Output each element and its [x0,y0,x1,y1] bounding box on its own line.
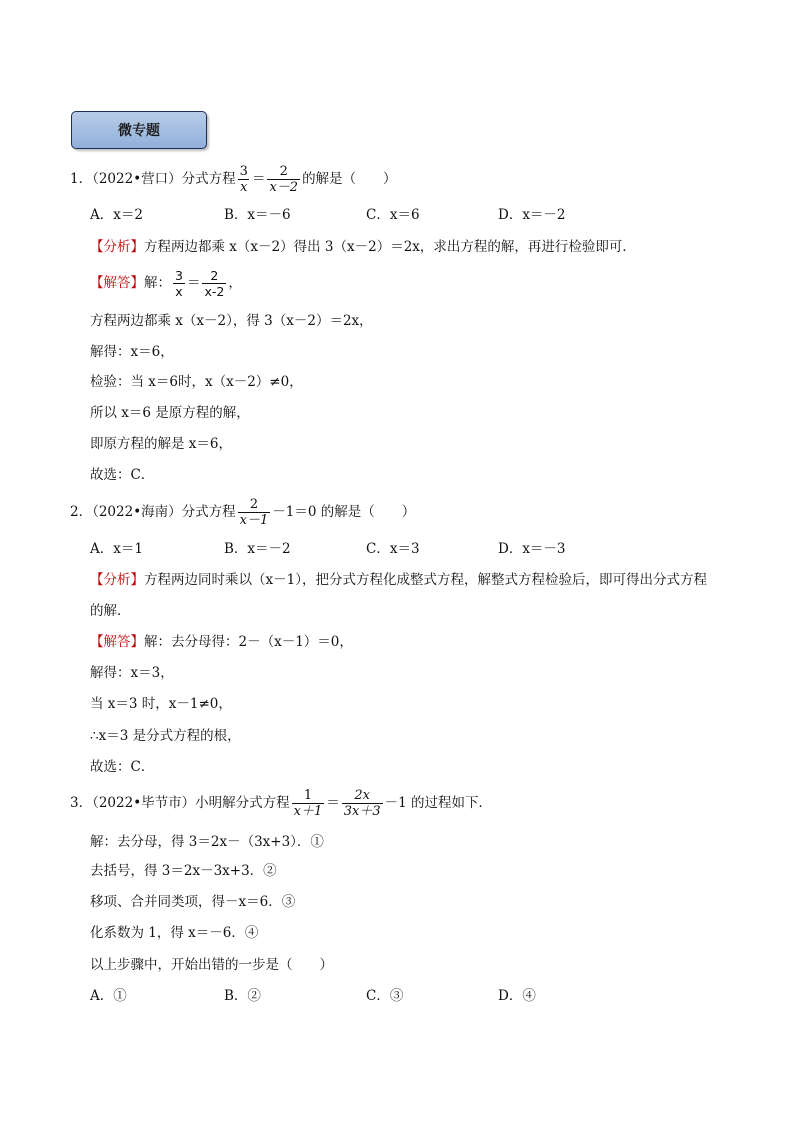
q1-suffix: 的解是（ ） [302,171,397,187]
q2-fraction: $\frac{2}{x-1}$ [239,496,269,528]
q2-answer-tag: 【解答】 [90,634,144,650]
q1-analysis [90,238,636,256]
q1-step-1: 方程两边都乘 x（x－2），得 3（x－2）＝2x， [90,313,373,329]
q3-step-1: 解：去分母，得 3＝2x－（3x+3）．① [90,834,324,850]
q2-step-3: ∴x＝3 是分式方程的根， [90,728,241,744]
q3-step-3: 移项、合并同类项，得－x＝6．③ [90,894,296,910]
q1-option-c: C．x＝6 [366,207,420,223]
q2-answer-head [90,633,353,651]
q1-prefix: 1．（2022•营口）分式方程 [70,171,236,187]
q2-step-2: 当 x＝3 时，x－1≠0， [90,696,232,712]
q3-suffix: －1 的过程如下． [384,795,493,811]
q1-step-5: 即原方程的解是 x＝6， [90,436,232,452]
q1-answer-head [90,267,242,299]
q1-analysis-tag: 【分析】 [90,239,144,255]
q1-option-d: D．x＝－2 [498,207,566,223]
q3-fraction-right: $\frac{2x}{3x+3}$ [343,787,381,819]
q1-step-3: 检验：当 x＝6时，x（x－2）≠0， [90,374,303,390]
q2-analysis [90,571,707,589]
topic-badge: 微专题 [71,111,207,149]
q3-equals: ＝ [326,795,340,811]
q3-option-a: A．① [90,988,127,1004]
q1-option-b: B．x＝－6 [224,207,291,223]
q1-analysis-text: 方程两边都乘 x（x－2）得出 3（x－2）＝2x，求出方程的解，再进行检验即可． [144,239,636,255]
q1-step-6: 故选：C． [90,467,155,483]
question-1-stem [70,163,397,195]
q2-suffix: －1＝0 的解是（ ） [272,504,416,520]
q1-answer-fraction-right: $\frac{2}{x-2}$ [204,267,225,299]
q1-fraction-left: $\frac{3}{x}$ [239,163,248,195]
q2-analysis-tag: 【分析】 [90,572,144,588]
q3-prefix: 3．（2022•毕节市）小明解分式方程 [70,795,290,811]
q2-analysis-text-1: 方程两边同时乘以（x－1），把分式方程化成整式方程，解整式方程检验后，即可得出分式方程 [144,572,707,588]
q1-answer-equals: ＝ [186,275,201,291]
q1-step-2: 解得：x＝6， [90,344,174,360]
q1-equals: ＝ [251,171,266,187]
q1-answer-tag: 【解答】 [90,275,144,291]
q1-fraction-right: $\frac{2}{x-2}$ [269,163,299,195]
question-2-stem [70,496,416,528]
q3-option-c: C．③ [366,988,404,1004]
q1-step-4: 所以 x＝6 是原方程的解， [90,405,250,421]
question-3-stem [70,787,493,819]
q2-prefix: 2．（2022•海南）分式方程 [70,504,236,520]
q1-option-a: A．x＝2 [90,207,143,223]
q3-step-5: 以上步骤中，开始出错的一步是（ ） [90,957,333,973]
q2-step-1: 解得：x＝3， [90,665,174,681]
q2-option-d: D．x＝－3 [498,541,566,557]
q2-option-a: A．x＝1 [90,541,143,557]
q3-step-4: 化系数为 1，得 x＝－6．④ [90,925,259,941]
q3-step-2: 去括号，得 3＝2x－3x+3．② [90,863,277,879]
q3-option-b: B．② [224,988,261,1004]
q2-option-b: B．x＝－2 [224,541,291,557]
q2-answer-first: 解：去分母得：2－（x－1）＝0， [144,634,353,650]
q1-answer-end: ， [228,275,242,291]
q2-step-4: 故选：C． [90,759,155,775]
q3-fraction-left: $\frac{1}{x+1}$ [293,787,323,819]
q1-answer-fraction-left: $\frac{3}{x}$ [175,267,183,299]
q1-answer-lead: 解： [144,275,171,291]
q3-option-d: D．④ [498,988,536,1004]
q2-option-c: C．x＝3 [366,541,420,557]
q2-analysis-text-2: 的解． [90,603,131,619]
